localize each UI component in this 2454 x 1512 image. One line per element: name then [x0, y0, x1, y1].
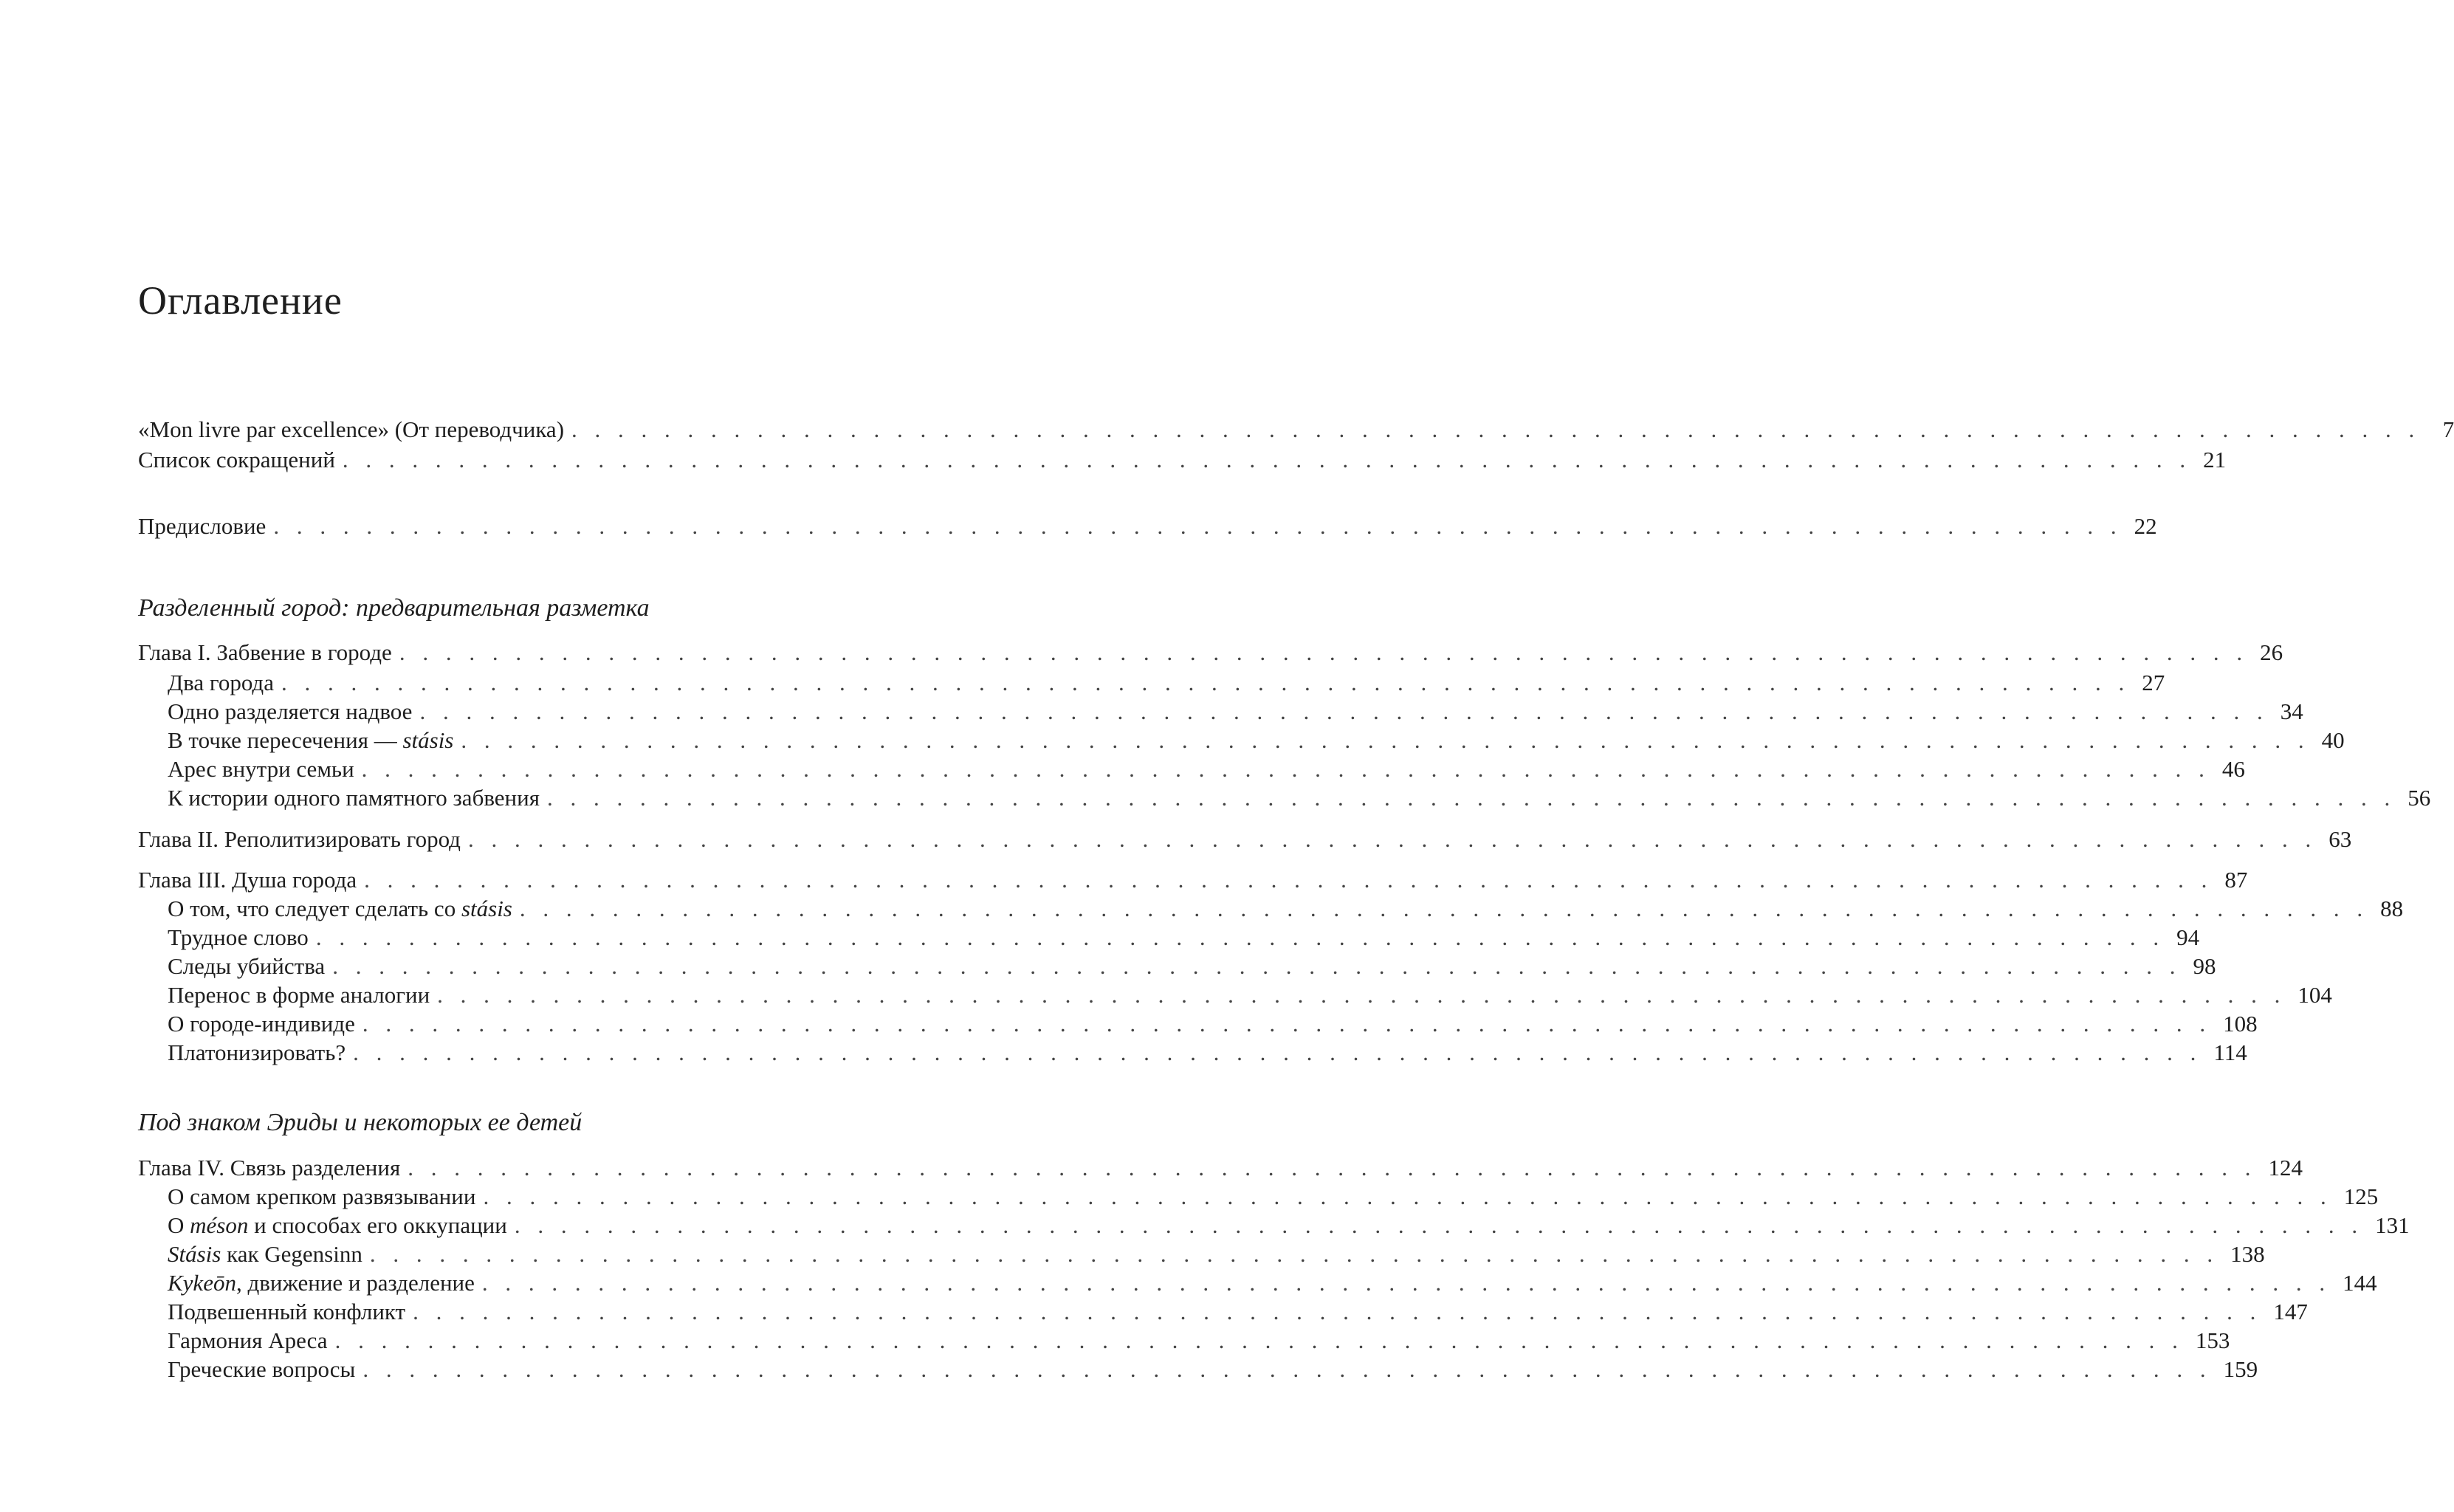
entry-title: Перенос в форме аналогии	[168, 982, 430, 1008]
dot-leader: . . . . . . . . . . . . . . . . . . . . . . . . . . . . . . . . . . . . . . . . . . . . . . . . . . . . . . . . . . . . . . . . . . . . . . . . . . . . . . . .	[481, 1270, 2331, 1296]
page-number: 26	[2260, 639, 2283, 665]
page-number: 46	[2221, 756, 2245, 782]
page-number: 94	[2176, 924, 2200, 950]
page-number: 153	[2195, 1327, 2230, 1353]
section-heading: Под знаком Эриды и некоторых ее детей	[138, 1109, 582, 1136]
dot-leader: . . . . . . . . . . . . . . . . . . . . . . . . . . . . . . . . . . . . . . . . . . . . . . . . . . . . . . . . . . . . . . . . . . . . . . . . . . . . . . . .	[369, 1241, 2219, 1267]
page-number: 22	[2134, 513, 2157, 539]
dot-leader: . . . . . . . . . . . . . . . . . . . . . . . . . . . . . . . . . . . . . . . . . . . . . . . . . . . . . . . . . . . . . . . . . . . . . . . . . . . . . . . .	[483, 1183, 2332, 1209]
dot-leader: . . . . . . . . . . . . . . . . . . . . . . . . . . . . . . . . . . . . . . . . . . . . . . . . . . . . . . . . . . . . . . . . . . . . . . . . . . . . . . . .	[399, 639, 2249, 665]
entry-title: О самом крепком развязывании	[168, 1183, 476, 1209]
subsection-entry[interactable]	[168, 668, 2165, 698]
page-number: 125	[2343, 1183, 2379, 1209]
section-heading: Разделенный город: предварительная разметка	[138, 594, 650, 622]
entry-title: Глава IV. Связь разделения	[138, 1155, 401, 1181]
page-number: 56	[2407, 785, 2431, 811]
dot-leader: . . . . . . . . . . . . . . . . . . . . . . . . . . . . . . . . . . . . . . . . . . . . . . . . . . . . . . . . . . . . . . . . . . . . . . . . . . . . . . . .	[353, 1040, 2202, 1065]
subsection-entry[interactable]	[168, 1211, 2410, 1240]
dot-leader: . . . . . . . . . . . . . . . . . . . . . . . . . . . . . . . . . . . . . . . . . . . . . . . . . . . . . . . . . . . . . . . . . . . . . . . . . . . . . . . .	[547, 785, 2396, 811]
entry-title: Глава III. Душа города	[138, 867, 357, 893]
subsection-entry[interactable]	[168, 923, 2200, 952]
dot-leader: . . . . . . . . . . . . . . . . . . . . . . . . . . . . . . . . . . . . . . . . . . . . . . . . . . . . . . . . . . . . . . . . . . . . . . . . . . . . . . . .	[334, 1327, 2184, 1353]
entry-title: Список сокращений	[138, 447, 335, 472]
dot-leader: . . . . . . . . . . . . . . . . . . . . . . . . . . . . . . . . . . . . . . . . . . . . . . . . . . . . . . . . . . . . . . . . . . . . . . . . . . . . . . . .	[362, 1356, 2212, 1382]
entry-title: Гармония Ареса	[168, 1327, 328, 1353]
front-matter-entry[interactable]	[138, 445, 2227, 475]
entry-title: О городе-индивиде	[168, 1011, 355, 1037]
dot-leader: . . . . . . . . . . . . . . . . . . . . . . . . . . . . . . . . . . . . . . . . . . . . . . . . . . . . . . . . . . . . . . . . . . . . . . . . . . . . . . . .	[519, 896, 2369, 921]
page-number: 21	[2203, 447, 2227, 472]
entry-title: Греческие вопросы	[168, 1356, 356, 1382]
dot-leader: . . . . . . . . . . . . . . . . . . . . . . . . . . . . . . . . . . . . . . . . . . . . . . . . . . . . . . . . . . . . . . . . . . . . . . . . . . . . . . . .	[514, 1212, 2364, 1238]
page-number: 159	[2223, 1356, 2258, 1382]
entry-title: К истории одного памятного забвения	[168, 785, 540, 811]
subsection-entry[interactable]	[168, 1268, 2377, 1298]
page-number: 63	[2328, 826, 2352, 852]
dot-leader: . . . . . . . . . . . . . . . . . . . . . . . . . . . . . . . . . . . . . . . . . . . . . . . . . . . . . . . . . . . . . . . . . . . . . . . . . . . . . . . .	[364, 867, 2213, 893]
page-number: 108	[2223, 1011, 2258, 1037]
page-number: 40	[2321, 727, 2345, 753]
page-number: 34	[2280, 698, 2303, 724]
entry-title: Платонизировать?	[168, 1040, 346, 1065]
dot-leader: . . . . . . . . . . . . . . . . . . . . . . . . . . . . . . . . . . . . . . . . . . . . . . . . . . . . . . . . . . . . . . . . . . . . . . . . . . . . . . . .	[273, 513, 2123, 539]
page-number: 27	[2142, 670, 2165, 695]
page-number: 104	[2297, 982, 2332, 1008]
dot-leader: . . . . . . . . . . . . . . . . . . . . . . . . . . . . . . . . . . . . . . . . . . . . . . . . . . . . . . . . . . . . . . . . . . . . . . . . . . . . . . . .	[408, 1155, 2257, 1181]
page-number: 7	[2442, 416, 2454, 442]
page-number: 88	[2380, 896, 2404, 921]
dot-leader: . . . . . . . . . . . . . . . . . . . . . . . . . . . . . . . . . . . . . . . . . . . . . . . . . . . . . . . . . . . . . . . . . . . . . . . . . . . . . . . .	[467, 826, 2317, 852]
subsection-entry[interactable]	[168, 1297, 2308, 1327]
subsection-entry[interactable]	[168, 783, 2431, 813]
page-number: 147	[2273, 1299, 2308, 1324]
subsection-entry[interactable]	[168, 1038, 2247, 1068]
entry-title: Подвешенный конфликт	[168, 1299, 406, 1324]
dot-leader: . . . . . . . . . . . . . . . . . . . . . . . . . . . . . . . . . . . . . . . . . . . . . . . . . . . . . . . . . . . . . . . . . . . . . . . . . . . . . . . .	[419, 698, 2269, 724]
dot-leader: . . . . . . . . . . . . . . . . . . . . . . . . . . . . . . . . . . . . . . . . . . . . . . . . . . . . . . . . . . . . . . . . . . . . . . . . . . . . . . . .	[342, 447, 2192, 472]
entry-title: Два города	[168, 670, 274, 695]
page-number: 131	[2375, 1212, 2410, 1238]
front-matter-entry[interactable]	[138, 512, 2157, 541]
entry-title: О том, что следует сделать со stásis	[168, 896, 512, 921]
page-title: Оглавление	[138, 278, 343, 323]
entry-title: Глава II. Реполитизировать город	[138, 826, 461, 852]
front-matter-entry[interactable]	[138, 415, 2454, 444]
entry-title: Арес внутри семьи	[168, 756, 354, 782]
entry-title: Одно разделяется надвое	[168, 698, 413, 724]
dot-leader: . . . . . . . . . . . . . . . . . . . . . . . . . . . . . . . . . . . . . . . . . . . . . . . . . . . . . . . . . . . . . . . . . . . . . . . . . . . . . . . .	[437, 982, 2286, 1008]
chapter-entry[interactable]	[138, 638, 2283, 667]
subsection-entry[interactable]	[168, 1240, 2265, 1269]
subsection-entry[interactable]	[168, 1009, 2258, 1039]
entry-title: О méson и способах его оккупации	[168, 1212, 507, 1238]
entry-title: Следы убийства	[168, 953, 326, 979]
dot-leader: . . . . . . . . . . . . . . . . . . . . . . . . . . . . . . . . . . . . . . . . . . . . . . . . . . . . . . . . . . . . . . . . . . . . . . . . . . . . . . . .	[315, 924, 2165, 950]
chapter-entry[interactable]	[138, 1153, 2303, 1183]
dot-leader: . . . . . . . . . . . . . . . . . . . . . . . . . . . . . . . . . . . . . . . . . . . . . . . . . . . . . . . . . . . . . . . . . . . . . . . . . . . . . . . .	[332, 953, 2182, 979]
subsection-entry[interactable]	[168, 726, 2345, 755]
page-number: 144	[2343, 1270, 2377, 1296]
entry-title: В точке пересечения — stásis	[168, 727, 454, 753]
dot-leader: . . . . . . . . . . . . . . . . . . . . . . . . . . . . . . . . . . . . . . . . . . . . . . . . . . . . . . . . . . . . . . . . . . . . . . . . . . . . . . . .	[362, 1011, 2212, 1037]
entry-title: Предисловие	[138, 513, 267, 539]
dot-leader: . . . . . . . . . . . . . . . . . . . . . . . . . . . . . . . . . . . . . . . . . . . . . . . . . . . . . . . . . . . . . . . . . . . . . . . . . . . . . . . .	[413, 1299, 2262, 1324]
dot-leader: . . . . . . . . . . . . . . . . . . . . . . . . . . . . . . . . . . . . . . . . . . . . . . . . . . . . . . . . . . . . . . . . . . . . . . . . . . . . . . . .	[281, 670, 2131, 695]
chapter-entry[interactable]	[138, 865, 2248, 895]
subsection-entry[interactable]	[168, 1355, 2258, 1384]
page-number: 87	[2224, 867, 2248, 893]
subsection-entry[interactable]	[168, 952, 2216, 981]
subsection-entry[interactable]	[168, 1326, 2230, 1355]
subsection-entry[interactable]	[168, 1182, 2379, 1212]
page-number: 124	[2268, 1155, 2303, 1181]
chapter-entry[interactable]	[138, 825, 2352, 854]
dot-leader: . . . . . . . . . . . . . . . . . . . . . . . . . . . . . . . . . . . . . . . . . . . . . . . . . . . . . . . . . . . . . . . . . . . . . . . . . . . . . . . .	[571, 416, 2421, 442]
dot-leader: . . . . . . . . . . . . . . . . . . . . . . . . . . . . . . . . . . . . . . . . . . . . . . . . . . . . . . . . . . . . . . . . . . . . . . . . . . . . . . . .	[361, 756, 2210, 782]
subsection-entry[interactable]	[168, 894, 2404, 924]
page-number: 138	[2230, 1241, 2265, 1267]
subsection-entry[interactable]	[168, 697, 2303, 726]
entry-title: Kykeōn, движение и разделение	[168, 1270, 475, 1296]
subsection-entry[interactable]	[168, 755, 2245, 784]
entry-title: Глава I. Забвение в городе	[138, 639, 392, 665]
entry-title: Stásis как Gegensinn	[168, 1241, 362, 1267]
entry-title: «Mon livre par excellence» (От переводчика)	[138, 416, 565, 442]
subsection-entry[interactable]	[168, 980, 2332, 1010]
page-number: 114	[2213, 1040, 2247, 1065]
page-number: 98	[2193, 953, 2216, 979]
dot-leader: . . . . . . . . . . . . . . . . . . . . . . . . . . . . . . . . . . . . . . . . . . . . . . . . . . . . . . . . . . . . . . . . . . . . . . . . . . . . . . . .	[461, 727, 2310, 753]
entry-title: Трудное слово	[168, 924, 309, 950]
